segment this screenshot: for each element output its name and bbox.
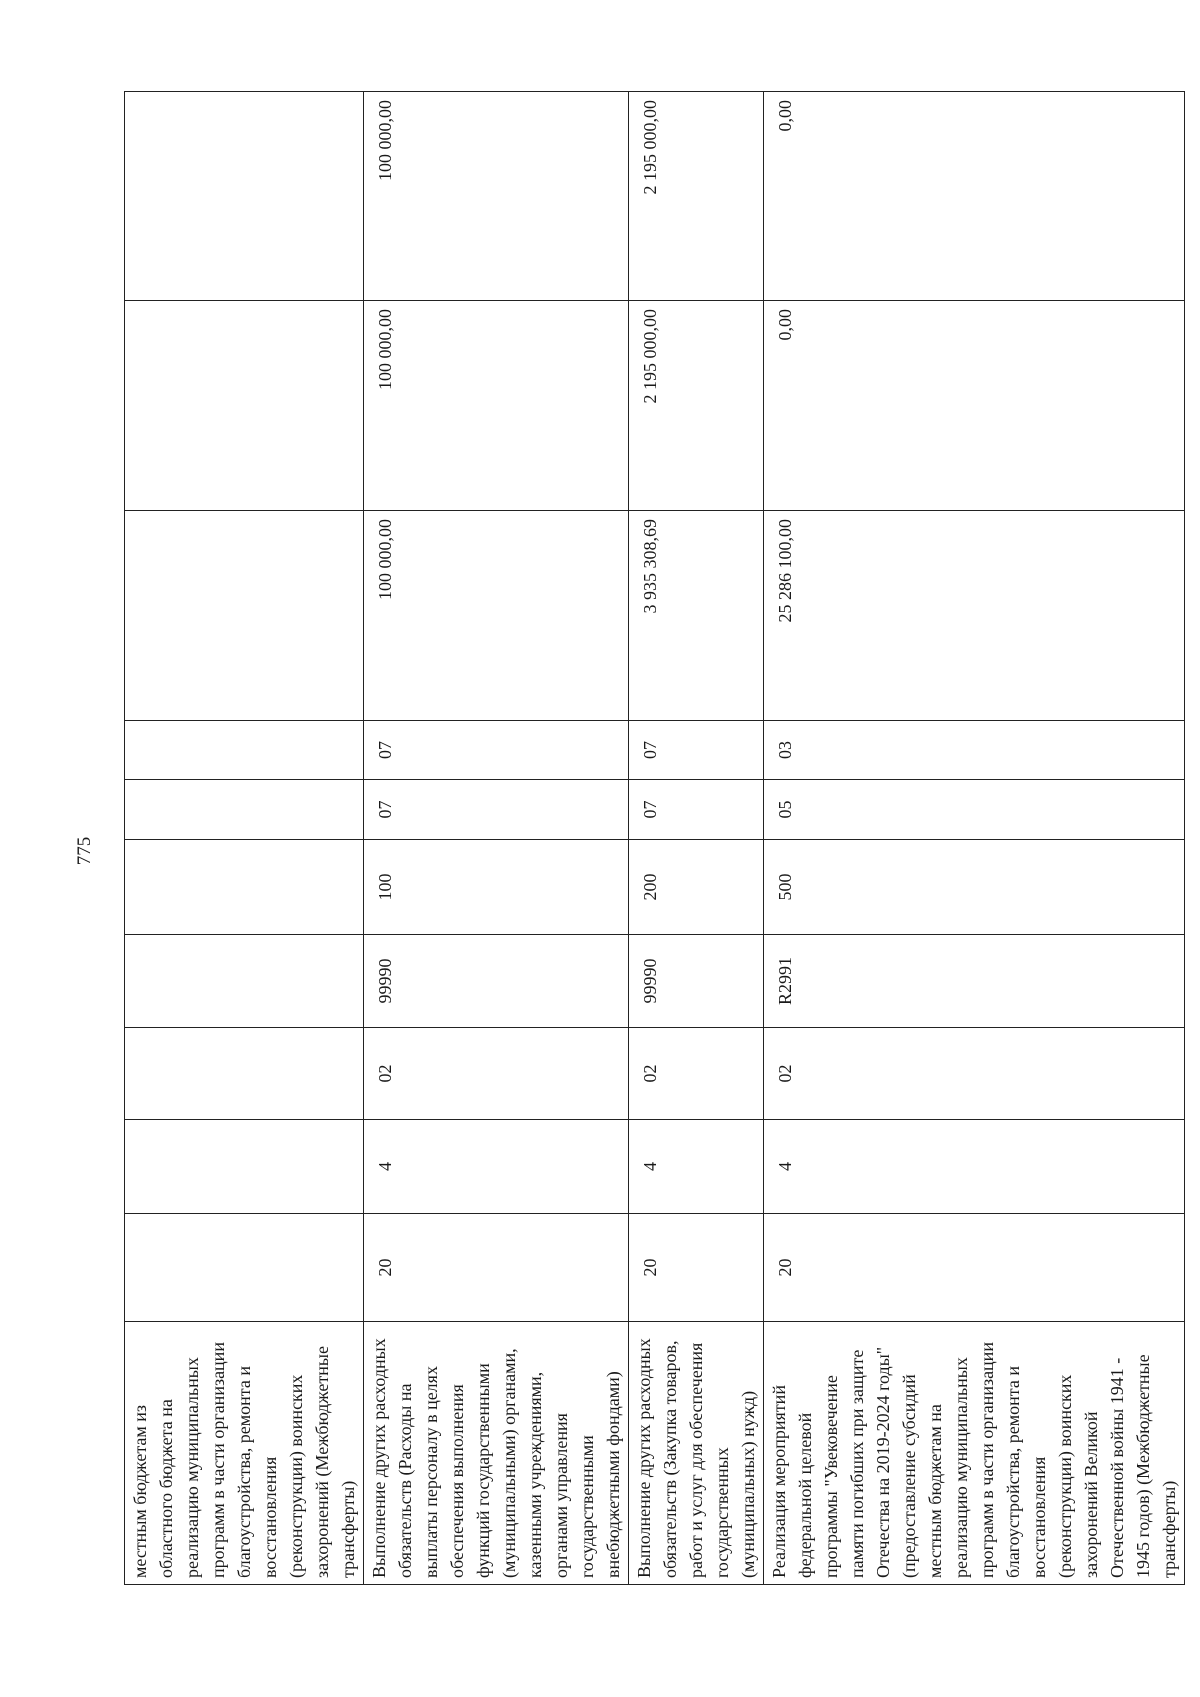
cell-c2: 4 bbox=[629, 1120, 764, 1214]
cell-c3: 02 bbox=[364, 1028, 629, 1120]
table-row bbox=[629, 92, 764, 1585]
cell-v1: 100 000,00 bbox=[364, 511, 629, 721]
row-name: Выполнение других расходных обязательств (Расходы на выплаты персоналу в целях обеспечения выполнения функций государственными (муниципальными) органами, казенными учреждениями, органами управления государственными внебюджетными фондами) bbox=[364, 1322, 629, 1585]
cell-c3: 02 bbox=[764, 1028, 1185, 1120]
cell-v3: 100 000,00 bbox=[364, 92, 629, 301]
cell-c6: 07 bbox=[629, 780, 764, 840]
cell-c6: 07 bbox=[364, 780, 629, 840]
page-number: 775 bbox=[74, 836, 95, 866]
cell-c5: 500 bbox=[764, 840, 1185, 935]
cell-c6 bbox=[125, 780, 364, 840]
cell-c4: 99990 bbox=[364, 935, 629, 1028]
cell-v2: 0,00 bbox=[764, 301, 1185, 511]
cell-v1 bbox=[125, 511, 364, 721]
cell-v2: 100 000,00 bbox=[364, 301, 629, 511]
row-name: Реализация мероприятий федеральной целевой программы "Увековечение памяти погибших при защите Отечества на 2019-2024 годы" (предоставление субсидий местным бюджетам на реализацию муниципальных программ в части организации благоустройства, ремонта и восстановления (реконструкции) воинских захоронений Великой Отечественной войны 1941 - 1945 годов) (Межбюджетные трансферты) bbox=[764, 1322, 1185, 1585]
cell-c1 bbox=[125, 1214, 364, 1322]
cell-v2 bbox=[125, 301, 364, 511]
cell-c7 bbox=[125, 721, 364, 780]
row-name: местным бюджетам из областного бюджета на реализацию муниципальных программ в части организации благоустройства, ремонта и восстановления (реконструкции) воинских захоронений (Межбюджетные трансферты) bbox=[125, 1322, 364, 1585]
cell-c4 bbox=[125, 935, 364, 1028]
table-row bbox=[364, 92, 629, 1585]
cell-c2: 4 bbox=[364, 1120, 629, 1214]
cell-c4: R2991 bbox=[764, 935, 1185, 1028]
budget-table bbox=[124, 91, 1185, 1585]
cell-c2: 4 bbox=[764, 1120, 1185, 1214]
cell-c3 bbox=[125, 1028, 364, 1120]
cell-c1: 20 bbox=[764, 1214, 1185, 1322]
cell-v3: 2 195 000,00 bbox=[629, 92, 764, 301]
cell-v1: 25 286 100,00 bbox=[764, 511, 1185, 721]
cell-v1: 3 935 308,69 bbox=[629, 511, 764, 721]
cell-c4: 99990 bbox=[629, 935, 764, 1028]
cell-c5: 200 bbox=[629, 840, 764, 935]
cell-c1: 20 bbox=[364, 1214, 629, 1322]
cell-c6: 05 bbox=[764, 780, 1185, 840]
cell-c5 bbox=[125, 840, 364, 935]
table-row bbox=[125, 92, 364, 1585]
cell-c5: 100 bbox=[364, 840, 629, 935]
cell-c7: 07 bbox=[629, 721, 764, 780]
row-name: Выполнение других расходных обязательств (Закупка товаров, работ и услуг для обеспечения государственных (муниципальных) нужд) bbox=[629, 1322, 764, 1585]
table-row bbox=[764, 92, 1185, 1585]
cell-v2: 2 195 000,00 bbox=[629, 301, 764, 511]
cell-c7: 07 bbox=[364, 721, 629, 780]
cell-v3 bbox=[125, 92, 364, 301]
cell-c3: 02 bbox=[629, 1028, 764, 1120]
cell-c7: 03 bbox=[764, 721, 1185, 780]
cell-v3: 0,00 bbox=[764, 92, 1185, 301]
cell-c1: 20 bbox=[629, 1214, 764, 1322]
cell-c2 bbox=[125, 1120, 364, 1214]
